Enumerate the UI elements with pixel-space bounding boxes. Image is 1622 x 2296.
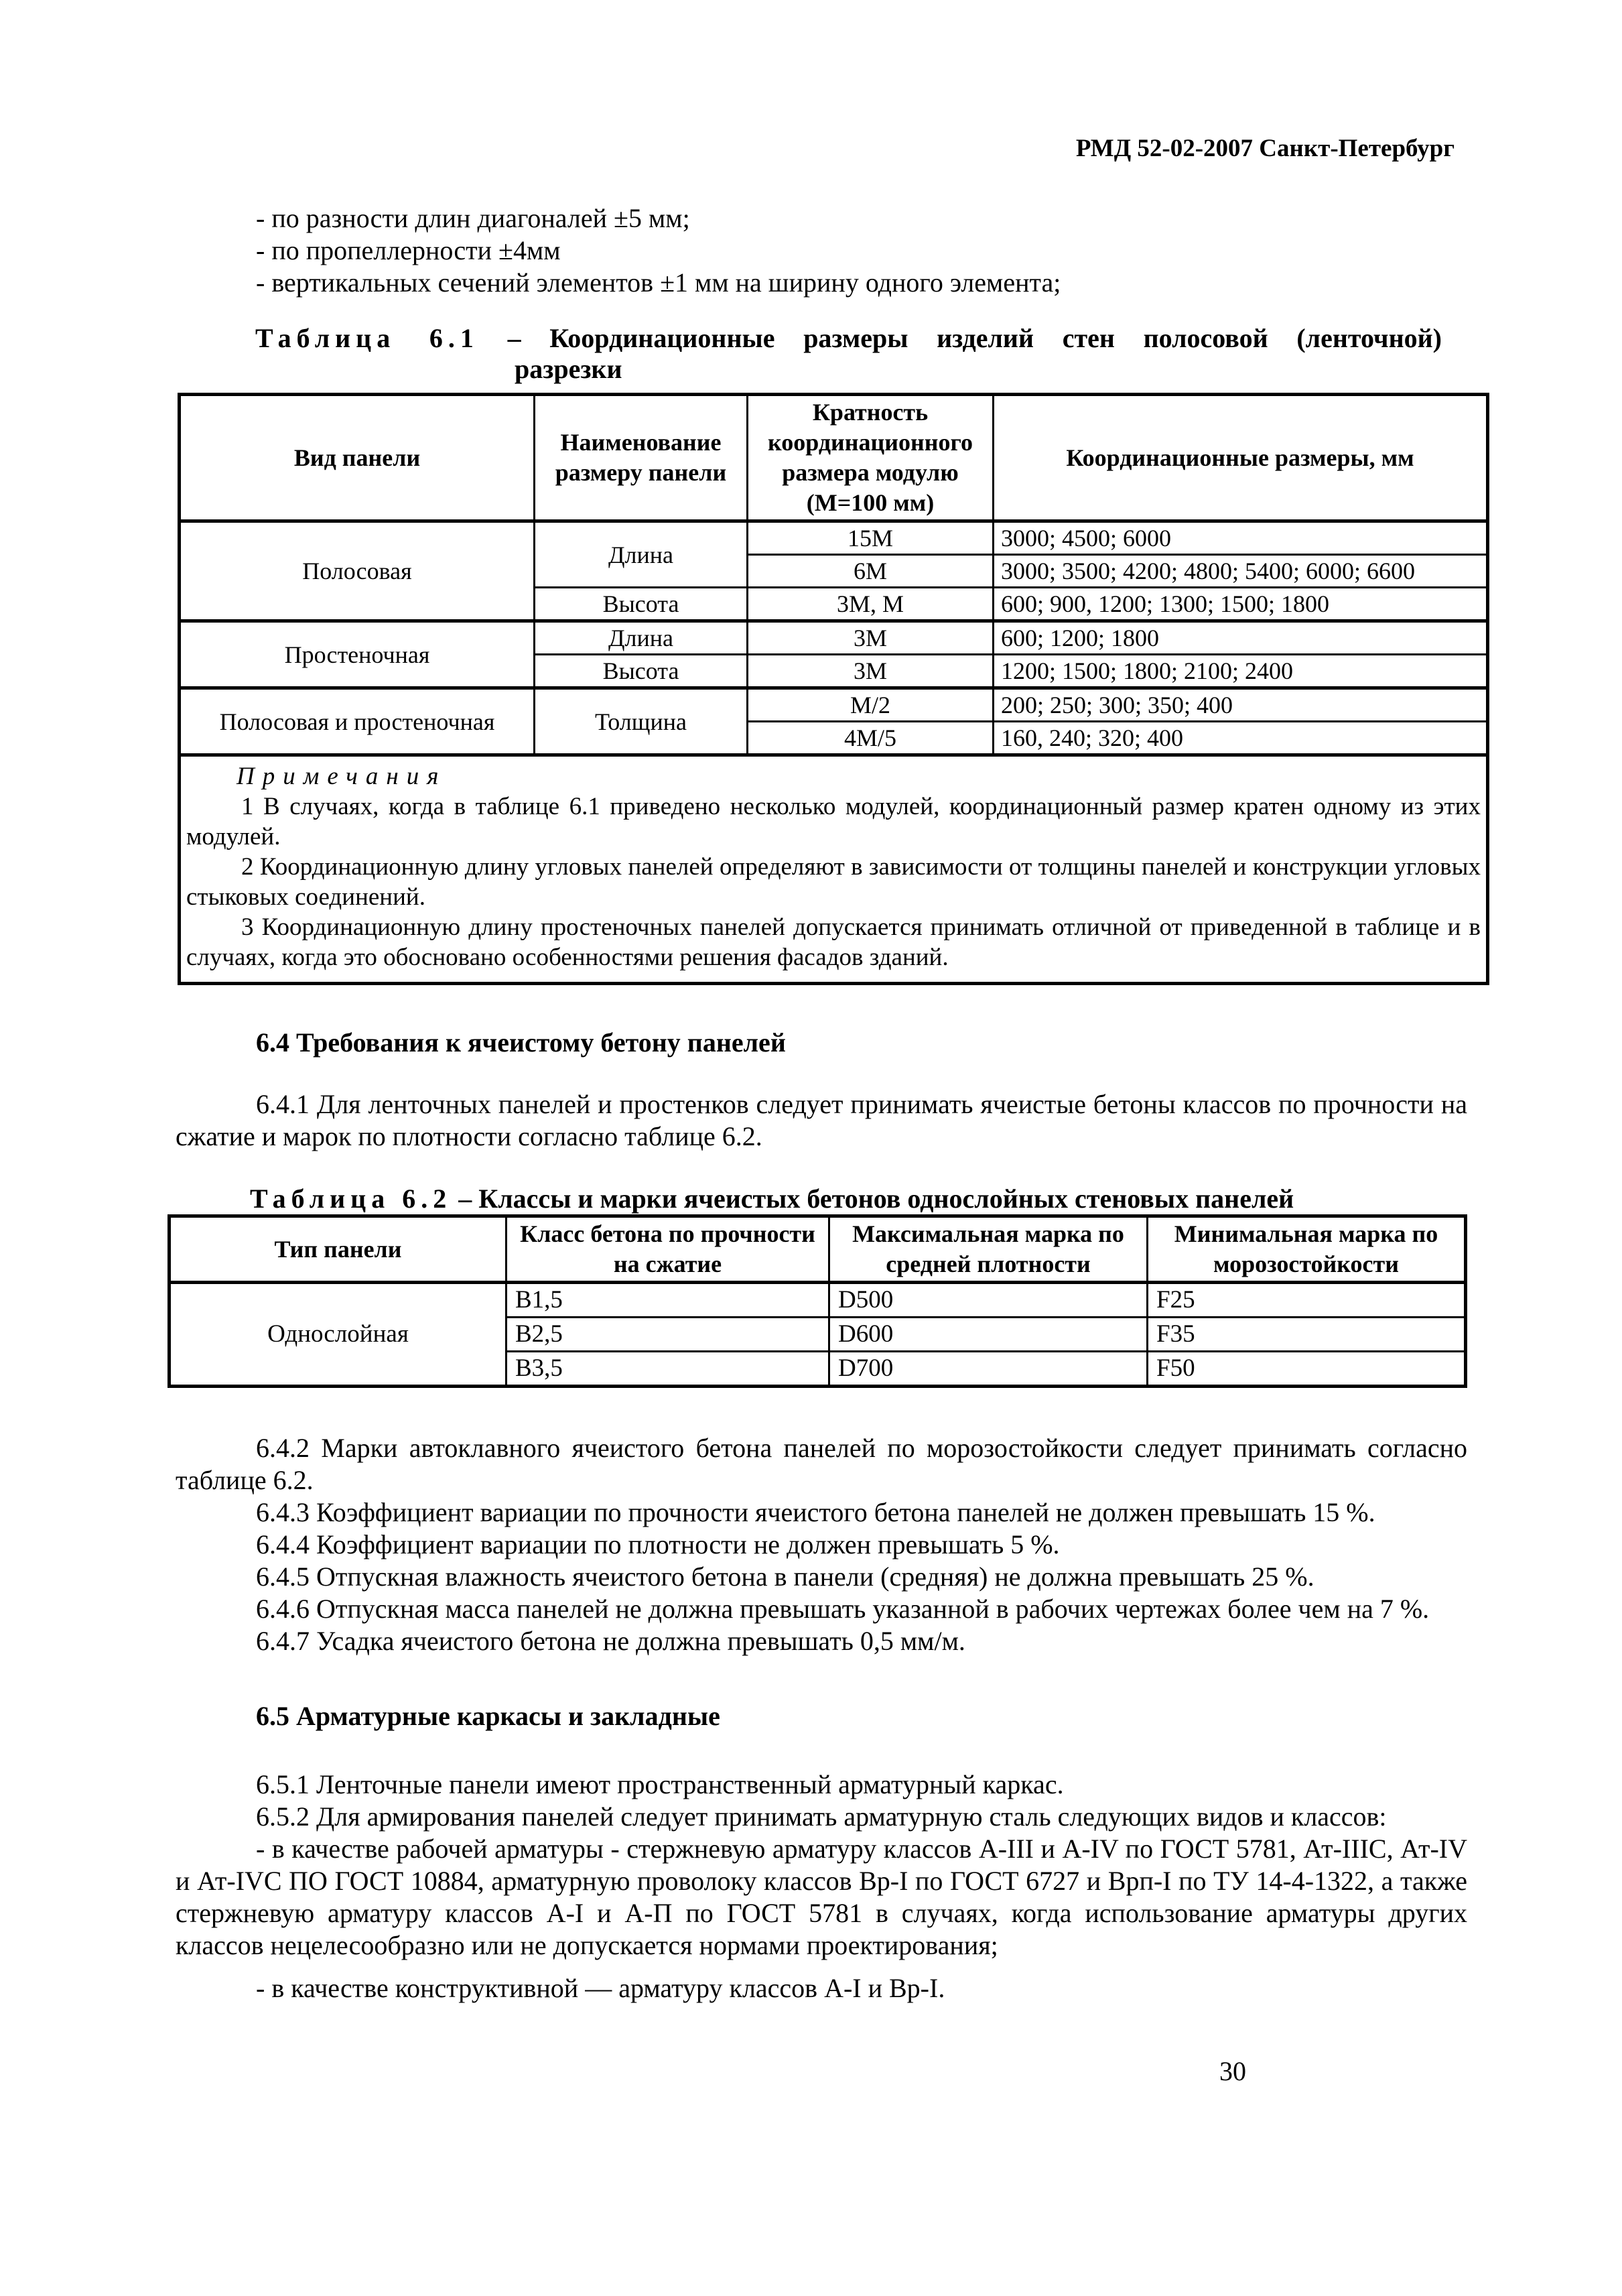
tolerance-list — [176, 202, 1467, 299]
table-row — [170, 1283, 1466, 1318]
cell-class: В1,5 — [506, 1283, 829, 1318]
cell-frost: F25 — [1148, 1283, 1466, 1318]
cell-panel-type: Однослойная — [170, 1283, 506, 1387]
paragraph-6-4-3: 6.4.3 Коэффициент вариации по прочности ячеистого бетона панелей не должен превышать 15 %. — [256, 1497, 1375, 1527]
cell-sizes: 3000; 4500; 6000 — [994, 521, 1488, 555]
column-header-coordination-sizes: Координационные размеры, мм — [994, 395, 1488, 521]
cell-frost: F35 — [1148, 1318, 1466, 1352]
note-item: 2 Координационную длину угловых панелей определяют в зависимости от толщины панелей и конструкции угловых стыковых соединений. — [186, 853, 1481, 911]
cell-module: 3М, М — [748, 588, 994, 621]
column-header-panel-type: Тип панели — [170, 1216, 506, 1283]
paragraph-6-5-2-bullet-1: - в качестве рабочей арматуры - стержневую арматуру классов А-III и А-IV по ГОСТ 5781, Ат-IIIС, Ат-IV и Ат-IVC ПО ГОСТ 10884, арматурную проволоку классов Вр-I по ГОСТ 6727 и Врп-I по ТУ 14-4-1322, а также стержневую арматуру классов А-I и А-П по ГОСТ 5781 в случаях, когда использование арматуры других классов нецелесообразно или не допускается нормами проектирования; — [176, 1834, 1467, 1960]
cell-density: D700 — [829, 1352, 1148, 1387]
cell-dimension: Высота — [535, 655, 748, 688]
paragraph-6-4-4: 6.4.4 Коэффициент вариации по плотности не должен превышать 5 %. — [256, 1529, 1060, 1559]
table-row — [180, 521, 1488, 555]
notes-title: Примечания — [236, 763, 447, 790]
table-6-1-caption — [176, 323, 1442, 385]
cell-module: 3М — [748, 655, 994, 688]
tolerance-item: - по разности длин диагоналей ±5 мм; — [256, 203, 690, 233]
cell-class: В3,5 — [506, 1352, 829, 1387]
table-row — [180, 688, 1488, 722]
section-6-4-paragraphs — [176, 1432, 1467, 1657]
cell-sizes: 160, 240; 320; 400 — [994, 722, 1488, 755]
column-header-dimension-name: Наименование размеру панели — [535, 395, 748, 521]
paragraph-6-5-2-bullet-2: - в качестве конструктивной — арматуру классов А-I и Вр-I. — [256, 1973, 945, 2003]
cell-panel-type: Простеночная — [180, 621, 535, 688]
note-item: 1 В случаях, когда в таблице 6.1 приведено несколько модулей, координационный размер кратен одному из этих модулей. — [186, 793, 1481, 850]
cell-dimension: Длина — [535, 521, 748, 588]
paragraph-6-4-1: 6.4.1 Для ленточных панелей и простенков следует принимать ячеистые бетоны классов по прочности на сжатие и марок по плотности согласно таблице 6.2. — [176, 1089, 1467, 1151]
tolerance-item: - по пропеллерности ±4мм — [256, 235, 561, 265]
page-number: 30 — [1219, 2056, 1246, 2086]
paragraph-6-5-2: 6.5.2 Для армирования панелей следует принимать арматурную сталь следующих видов и классов: — [256, 1801, 1387, 1832]
paragraph-6-4-5: 6.4.5 Отпускная влажность ячеистого бетона в панели (средняя) не должна превышать 25 %. — [256, 1561, 1314, 1592]
table-6-2-caption — [250, 1184, 1467, 1214]
table-6-2-caption-text: – Классы и марки ячеистых бетонов однослойных стеновых панелей — [458, 1184, 1294, 1214]
column-header-panel-type: Вид панели — [180, 395, 535, 521]
cell-module: 4М/5 — [748, 722, 994, 755]
table-6-1-caption-line2: разрезки — [515, 354, 622, 384]
page-header: РМД 52-02-2007 Санкт-Петербург — [1075, 135, 1455, 162]
note-item: 3 Координационную длину простеночных панелей допускается принимать отличной от приведенной в таблице и в случаях, когда это обосновано особенностями решения фасадов зданий. — [186, 913, 1481, 971]
cell-panel-type: Полосовая и простеночная — [180, 688, 535, 755]
paragraph-6-5-1: 6.5.1 Ленточные панели имеют пространственный арматурный каркас. — [256, 1769, 1064, 1799]
cell-module: М/2 — [748, 688, 994, 722]
table-row — [180, 621, 1488, 655]
cell-frost: F50 — [1148, 1352, 1466, 1387]
table-6-1-header-row — [180, 395, 1488, 521]
table-6-2-header-row — [170, 1216, 1466, 1283]
cell-sizes: 1200; 1500; 1800; 2100; 2400 — [994, 655, 1488, 688]
cell-dimension: Толщина — [535, 688, 748, 755]
cell-sizes: 600; 1200; 1800 — [994, 621, 1488, 655]
cell-panel-type: Полосовая — [180, 521, 535, 621]
cell-module: 15М — [748, 521, 994, 555]
table-6-1-caption-label: Таблица 6.1 — [255, 323, 479, 353]
column-header-min-frost-grade: Минимальная марка по морозостойкости — [1148, 1216, 1466, 1283]
cell-dimension: Высота — [535, 588, 748, 621]
cell-class: В2,5 — [506, 1318, 829, 1352]
section-6-4-title: 6.4 Требования к ячеистому бетону панелей — [256, 1027, 786, 1058]
cell-dimension: Длина — [535, 621, 748, 655]
paragraph-6-4-2: 6.4.2 Марки автоклавного ячеистого бетона панелей по морозостойкости следует принимать согласно таблице 6.2. — [176, 1433, 1467, 1495]
column-header-concrete-class: Класс бетона по прочности на сжатие — [506, 1216, 829, 1283]
paragraph-6-4-6: 6.4.6 Отпускная масса панелей не должна превышать указанной в рабочих чертежах более чем на 7 %. — [256, 1594, 1430, 1624]
cell-density: D500 — [829, 1283, 1148, 1318]
cell-module: 3М — [748, 621, 994, 655]
cell-sizes: 3000; 3500; 4200; 4800; 5400; 6000; 6600 — [994, 555, 1488, 588]
section-6-5-title: 6.5 Арматурные каркасы и закладные — [256, 1701, 720, 1731]
table-6-2 — [167, 1214, 1467, 1388]
cell-module: 6М — [748, 555, 994, 588]
table-6-2-caption-label: Таблица 6.2 — [250, 1184, 452, 1214]
cell-sizes: 200; 250; 300; 350; 400 — [994, 688, 1488, 722]
column-header-max-density-grade: Максимальная марка по средней плотности — [829, 1216, 1148, 1283]
table-6-1-caption-text: – Координационные размеры изделий стен полосовой (ленточной) — [507, 323, 1442, 353]
table-6-1-notes — [178, 757, 1489, 985]
tolerance-item: - вертикальных сечений элементов ±1 мм на ширину одного элемента; — [256, 267, 1061, 298]
paragraph-6-4-7: 6.4.7 Усадка ячеистого бетона не должна превышать 0,5 мм/м. — [256, 1626, 965, 1656]
cell-density: D600 — [829, 1318, 1148, 1352]
page-content — [176, 202, 1481, 2088]
table-6-1 — [178, 393, 1489, 757]
cell-sizes: 600; 900, 1200; 1300; 1500; 1800 — [994, 588, 1488, 621]
column-header-module-multiplicity: Кратность координационного размера модулю (М=100 мм) — [748, 395, 994, 521]
